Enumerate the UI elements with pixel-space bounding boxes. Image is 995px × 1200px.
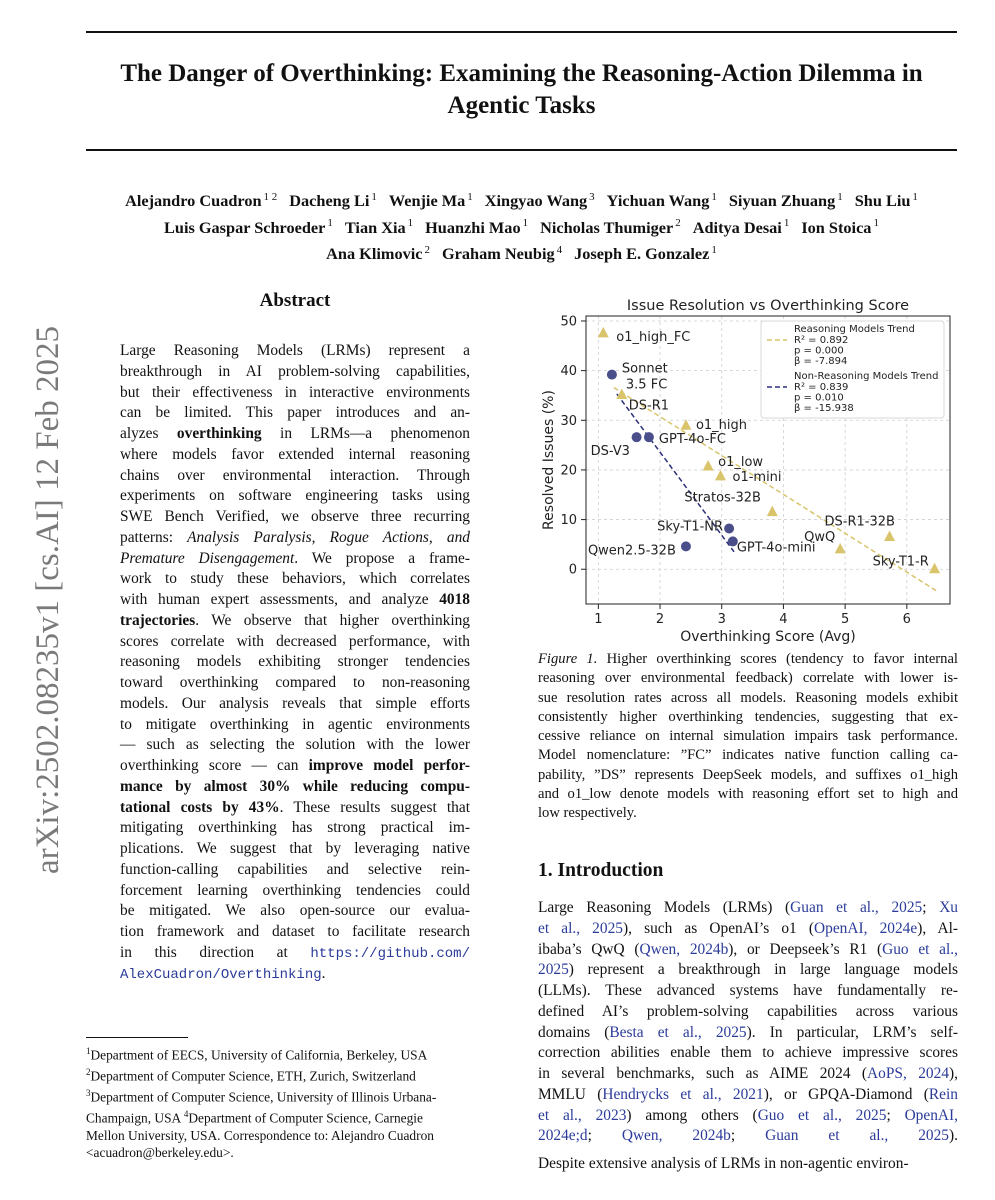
text-span: ). (949, 1127, 958, 1145)
author-name: Tian Xia (344, 217, 406, 237)
text-span: patterns: (120, 528, 188, 546)
text-span: 4018 (439, 591, 470, 608)
text-line (120, 922, 470, 943)
title-line: The Danger of Overthinking: Examining the Reasoning-Action Dilemma in (120, 60, 923, 87)
citation-link[interactable]: Guo et al., (882, 940, 958, 958)
text-span: Despite extensive analysis of LRMs in non-agentic environ- (538, 1155, 909, 1172)
footnote-rule (86, 1037, 188, 1038)
x-axis-label: Overthinking Score (Avg) (680, 629, 856, 644)
text-span: mance by almost 30% while reducing compu- (120, 777, 470, 795)
text-span: . These results suggest that (279, 798, 470, 816)
text-line (120, 735, 470, 756)
author (442, 244, 562, 263)
figure-caption (538, 650, 958, 824)
data-point-triangle (835, 543, 846, 554)
author-name: Wenjie Ma (388, 191, 466, 211)
text-span: domains ( (538, 1023, 610, 1041)
legend-stat: R² = 0.892 (794, 335, 849, 346)
text-line (120, 694, 470, 715)
author-name: Joseph E. Gonzalez (574, 244, 710, 264)
text-line (538, 960, 958, 981)
author-affiliation: 2 (424, 243, 430, 256)
text-span: be mitigated. We also open-source our evalua- (120, 902, 470, 920)
author-name: Siyuan Zhuang (728, 191, 836, 211)
text-span: but their effectiveness in interactive environments (120, 383, 470, 401)
citation-link[interactable]: et al., 2023 (538, 1106, 627, 1124)
text-line (120, 445, 470, 466)
chart-title: Issue Resolution vs Overthinking Score (626, 298, 910, 314)
legend-entry: Non-Reasoning Models Trend (794, 371, 939, 382)
text-line (86, 1064, 506, 1085)
legend-stat: p = 0.000 (794, 345, 844, 357)
legend-stat: β = -15.938 (794, 403, 854, 415)
text-line (120, 341, 470, 362)
text-span: ). In particular, LRM’s self- (746, 1023, 958, 1041)
footnote-marker: 4 (183, 1108, 189, 1119)
text-line (86, 1106, 506, 1127)
y-tick-label: 0 (568, 562, 577, 578)
author-name: Graham Neubig (441, 244, 555, 264)
author-name: Aditya Desai (692, 217, 782, 237)
x-tick-label: 1 (594, 612, 603, 627)
point-label: o1-mini (732, 469, 782, 485)
text-line (120, 632, 470, 653)
text-line (538, 650, 958, 669)
text-line (538, 1154, 958, 1175)
citation-link[interactable]: Besta et al., 2025 (609, 1023, 747, 1041)
author (607, 191, 717, 210)
chart-legend (761, 321, 944, 418)
point-label (622, 362, 668, 393)
text-line (538, 785, 958, 804)
text-line (538, 1023, 958, 1044)
text-span: Mellon University, USA. Correspondence to: Alejandro Cuadron (86, 1127, 434, 1143)
citation-link[interactable]: Qwen, 2024b (621, 1127, 731, 1145)
citation-link[interactable]: AlexCuadron/Overthinking (120, 966, 322, 983)
text-line (538, 898, 958, 919)
text-line (120, 403, 470, 424)
legend-entry: Reasoning Models Trend (794, 324, 915, 335)
author (326, 244, 430, 263)
text-line (86, 1144, 506, 1161)
text-line (538, 766, 958, 785)
point-label: GPT-4o-mini (736, 540, 816, 556)
point-label: Qwen2.5-32B (587, 543, 676, 559)
y-tick-label: 20 (560, 463, 577, 479)
author (801, 218, 879, 237)
author (164, 218, 333, 237)
text-span: Premature Disengagement (120, 549, 295, 567)
author (855, 191, 918, 210)
text-span: ), Al- (917, 919, 958, 937)
text-line (538, 669, 958, 688)
text-line (120, 549, 470, 570)
text-span: — such as selecting the solution with the lower (120, 736, 470, 754)
author-line (60, 186, 983, 212)
text-span: models. Our analysis reveals that simple efforts (120, 694, 470, 712)
text-span: defined AI’s problem-solving capabilities across various (538, 1002, 958, 1020)
point-label: DS-R1 (628, 398, 670, 414)
text-line (538, 1126, 958, 1147)
citation-link[interactable]: Guan et al., 2025 (765, 1127, 950, 1145)
text-span: breakthrough in AI problem-solving capabilities, (120, 362, 470, 380)
x-tick-label: 4 (779, 612, 788, 627)
author-name: Alejandro Cuadron (125, 191, 262, 211)
text-span: overthinking (176, 425, 262, 442)
text-line (120, 839, 470, 860)
text-span: Department of Computer Science, ETH, Zurich, Switzerland (90, 1068, 416, 1084)
author-line (60, 212, 983, 238)
text-span: ; (730, 1127, 766, 1145)
text-span: ), (949, 1065, 958, 1082)
text-span: ) represent a breakthrough in large language models (568, 961, 958, 979)
text-line (120, 611, 470, 632)
text-span: . (321, 964, 326, 982)
author-affiliation: 1 (522, 217, 529, 230)
citation-link[interactable]: Qwen, 2024b (639, 940, 729, 958)
text-span: to mitigate overthinking in agentic environments (120, 715, 470, 733)
author-affiliation: 1 (711, 191, 717, 203)
overthinking-scatter-chart (538, 294, 958, 644)
author-name: Nicholas Thumiger (540, 217, 674, 237)
point-label: Sky-T1-NR (657, 519, 724, 535)
x-tick-label: 6 (902, 612, 911, 627)
text-span: pability, ”DS” represents DeepSeek models, and suffixes o1_high (538, 766, 958, 783)
text-line (120, 943, 470, 964)
author (289, 191, 377, 210)
author-name: Luis Gaspar Schroeder (164, 217, 326, 237)
text-span: (LLMs). These advanced systems have fundamentally re- (538, 982, 958, 999)
data-point-circle (644, 432, 654, 442)
text-span: ; (922, 899, 940, 916)
text-span: ibaba’s QwQ ( (538, 940, 640, 958)
data-point-triangle (680, 419, 691, 430)
abstract-heading: Abstract (259, 290, 331, 311)
text-span: reasoning models exhibiting stronger tendencies (120, 653, 470, 671)
text-span: overthinking score — can (120, 757, 309, 774)
text-line (86, 1127, 506, 1144)
text-span: Large Reasoning Models (LRMs) ( (538, 899, 791, 916)
citation-link[interactable]: https://github.com/ (310, 945, 470, 962)
text-line (120, 507, 470, 528)
text-span: chains over environmental interaction. Through (120, 466, 470, 484)
text-line (120, 362, 470, 383)
text-span: ) among others ( (626, 1106, 758, 1124)
text-line (120, 673, 470, 694)
text-span: cessive reliance on internal simulation impairs task performance. (538, 728, 958, 745)
text-line (120, 569, 470, 590)
author-affiliation: 1 (837, 191, 843, 203)
text-span: low respectively. (538, 805, 637, 822)
author-affiliation: 1 (467, 191, 473, 203)
data-point-triangle (598, 327, 609, 338)
text-span: . We propose a frame- (294, 549, 470, 567)
citation-link[interactable]: Xu (939, 899, 958, 916)
text-line (538, 1064, 958, 1085)
data-point-circle (681, 541, 691, 551)
paper-title (86, 58, 957, 122)
text-line (538, 1106, 958, 1127)
text-span: ), such as OpenAI’s o1 ( (622, 919, 815, 937)
author-line (60, 239, 983, 265)
text-span: forcement learning overthinking tendencies could (120, 881, 470, 899)
legend-stat: β = -7.894 (794, 356, 848, 368)
y-tick-label: 40 (560, 364, 577, 380)
text-span: ; (886, 1106, 905, 1124)
abstract-body (120, 341, 470, 984)
citation-link[interactable]: Rein (928, 1085, 958, 1103)
text-line (538, 981, 958, 1002)
text-line (538, 804, 958, 823)
text-line (538, 1002, 958, 1023)
text-span: trajectories (120, 611, 196, 629)
text-line (120, 860, 470, 881)
text-line (120, 964, 470, 985)
y-tick-label: 50 (560, 314, 577, 330)
top-rule (86, 31, 957, 33)
text-span: SWE Bench Verified, we observe three recurring (120, 508, 470, 525)
text-span: scores correlate with decreased performance, with (120, 632, 470, 650)
text-span: <acuadron@berkeley.edu>. (86, 1144, 234, 1160)
point-label: Sky-T1-R (872, 554, 929, 570)
y-tick-label: 10 (560, 513, 577, 529)
footnote-marker: 2 (86, 1066, 91, 1077)
data-point-triangle (715, 470, 726, 481)
text-line (86, 1085, 506, 1106)
point-label-part: 3.5 FC (625, 377, 668, 393)
author-name: Huanzhi Mao (425, 217, 521, 237)
author-list (60, 186, 983, 265)
text-span: tion framework and dataset to facilitate research (120, 923, 470, 940)
text-span: Figure 1. (538, 651, 598, 667)
text-span: and o1_low denote models with reasoning effort set to high and (538, 786, 958, 803)
text-span: toward overthinking compared to non-reasoning (120, 674, 470, 691)
text-line (538, 919, 958, 940)
text-line (538, 708, 958, 727)
author (125, 191, 277, 210)
text-span: Department of Computer Science, University of Illinois Urbana- (90, 1089, 437, 1105)
citation-link[interactable]: 2025 (538, 961, 569, 979)
point-label: o1_low (718, 454, 764, 470)
author (693, 218, 790, 237)
citation-link[interactable]: OpenAI, 2024e (814, 919, 918, 937)
text-line (538, 940, 958, 961)
text-line (538, 689, 958, 708)
text-line (538, 746, 958, 765)
text-span: . We observe that higher overthinking (195, 611, 470, 629)
author-name: Shu Liu (854, 191, 911, 211)
introduction-body (538, 898, 958, 1175)
text-line (120, 466, 470, 487)
title-line: Agentic Tasks (447, 92, 596, 119)
text-line (120, 715, 470, 736)
footnote-marker: 1 (86, 1046, 91, 1056)
point-label: Stratos-32B (684, 490, 761, 506)
text-line (120, 383, 470, 404)
citation-link[interactable]: AoPS, 2024 (867, 1065, 950, 1082)
text-line (120, 486, 470, 507)
text-span: where models favor extended internal reasoning (120, 445, 470, 463)
author-affiliation: 1 (912, 191, 918, 203)
author-affiliation: 3 (589, 191, 595, 203)
text-span: with human expert assessments, and analyze (120, 591, 440, 608)
data-point-circle (607, 370, 617, 380)
legend-stat: R² = 0.839 (794, 382, 849, 393)
text-line (120, 756, 470, 777)
text-span: Analysis Paralysis, Rogue Actions, and (187, 528, 470, 546)
author-affiliation: 1 (783, 217, 790, 230)
text-span: Department of Computer Science, Carnegie (188, 1110, 423, 1126)
data-point-triangle (767, 506, 778, 517)
point-label: DS-R1-32B (824, 514, 895, 530)
text-span: in LRMs—a phenomenon (261, 425, 470, 442)
text-span: MMLU ( (538, 1085, 603, 1103)
text-span: Higher overthinking scores (tendency to favor internal (597, 651, 958, 667)
text-span: Large Reasoning Models (LRMs) represent a (120, 342, 470, 359)
author-affiliation: 1 (327, 217, 333, 230)
author (574, 244, 717, 263)
text-line (120, 424, 470, 445)
data-point-circle (632, 432, 642, 442)
text-span: tational costs by 43% (120, 798, 280, 816)
author-affiliation: 1 (873, 217, 879, 230)
legend-stat: p = 0.010 (794, 392, 844, 404)
text-line (120, 590, 470, 611)
data-point-circle (724, 524, 734, 534)
x-tick-label: 5 (840, 612, 850, 627)
text-span: in this direction at (120, 943, 311, 961)
introduction-heading: 1. Introduction (538, 860, 664, 881)
data-point-triangle (703, 460, 714, 471)
title-bottom-rule (86, 149, 957, 151)
text-span: work to study these behaviors, which correlates (120, 570, 470, 588)
text-line (538, 727, 958, 746)
text-span: function-calling capabilities and selective rein- (120, 860, 470, 878)
point-label: o1_high (695, 418, 748, 434)
text-line (538, 1085, 958, 1106)
y-tick-label: 30 (560, 413, 577, 429)
author-name: Yichuan Wang (606, 191, 710, 211)
author (389, 191, 473, 210)
point-label: GPT-4o-FC (658, 432, 727, 448)
citation-link[interactable]: 2024e;d (538, 1127, 588, 1145)
citation-link[interactable]: OpenAI, (904, 1106, 958, 1124)
text-span: ), or GPQA-Diamond ( (763, 1085, 929, 1103)
author-name: Xingyao Wang (484, 191, 588, 211)
point-label-part: Sonnet (621, 361, 668, 377)
text-span: plications. We suggest that by leveraging native (120, 840, 470, 857)
text-span: experiments on software engineering tasks using (120, 487, 470, 505)
point-label: QwQ (804, 529, 836, 545)
text-span: sue resolution rates across all models. Reasoning models exhibit (538, 689, 958, 706)
text-line (120, 777, 470, 798)
text-span: ), or Deepseek’s R1 ( (728, 940, 883, 958)
text-span: Department of EECS, University of California, Berkeley, USA (90, 1047, 428, 1063)
arxiv-stamp[interactable]: arXiv:2502.08235v1 [cs.AI] 12 Feb 2025 (30, 325, 66, 875)
text-line (120, 901, 470, 922)
point-label: DS-V3 (590, 444, 630, 460)
citation-link[interactable]: Guo et al., 2025 (757, 1106, 887, 1124)
text-span: can be limited. This paper introduces and an- (120, 404, 470, 422)
author-affiliation: 4 (556, 243, 563, 256)
text-span: alyzes (120, 425, 177, 442)
text-span: Champaign, USA (86, 1110, 184, 1126)
text-span: in several benchmarks, such as AIME 2024 ( (538, 1065, 868, 1082)
author (540, 218, 681, 237)
author-affiliation: 1 (711, 243, 717, 256)
author (425, 218, 528, 237)
citation-link[interactable]: Hendrycks et al., 2021 (602, 1085, 764, 1103)
text-line (120, 818, 470, 839)
author-name: Ion Stoica (801, 217, 872, 237)
text-line (120, 798, 470, 819)
text-span: ; (587, 1127, 622, 1145)
author-affiliation: 1 (371, 191, 377, 203)
text-line (538, 1043, 958, 1064)
text-span: reasoning over environmental feedback) correlate with lower is- (538, 670, 958, 687)
author-name: Dacheng Li (289, 191, 370, 211)
author-affiliation: 2 (675, 217, 681, 230)
text-line (86, 1043, 506, 1064)
author-name: Ana Klimovic (326, 244, 423, 264)
point-label: o1_high_FC (616, 329, 691, 345)
y-axis-label: Resolved Issues (%) (541, 390, 557, 530)
text-span: mitigating overthinking has strong practical im- (120, 819, 470, 837)
text-line (120, 528, 470, 549)
author-affiliation: 1 (407, 217, 414, 230)
citation-link[interactable]: et al., 2025 (538, 919, 623, 937)
data-point-triangle (929, 563, 940, 574)
text-span: correction abilities enable them to achieve impressive scores (538, 1044, 958, 1062)
author (485, 191, 595, 210)
data-point-triangle (884, 530, 895, 541)
text-span: consistently higher overthinking tendencies, suggesting that ex- (538, 708, 958, 725)
x-tick-label: 3 (717, 612, 726, 627)
text-line (120, 881, 470, 902)
x-tick-label: 2 (655, 612, 665, 627)
footnotes (86, 1043, 506, 1161)
text-span: Model nomenclature: ”FC” indicates native function calling ca- (538, 747, 958, 764)
author-affiliation: 1 2 (263, 191, 278, 203)
text-line (120, 652, 470, 673)
text-span: improve model perfor- (308, 757, 470, 774)
author (345, 218, 413, 237)
footnote-marker: 3 (86, 1087, 91, 1098)
citation-link[interactable]: Guan et al., 2025 (790, 899, 923, 916)
author (729, 191, 843, 210)
